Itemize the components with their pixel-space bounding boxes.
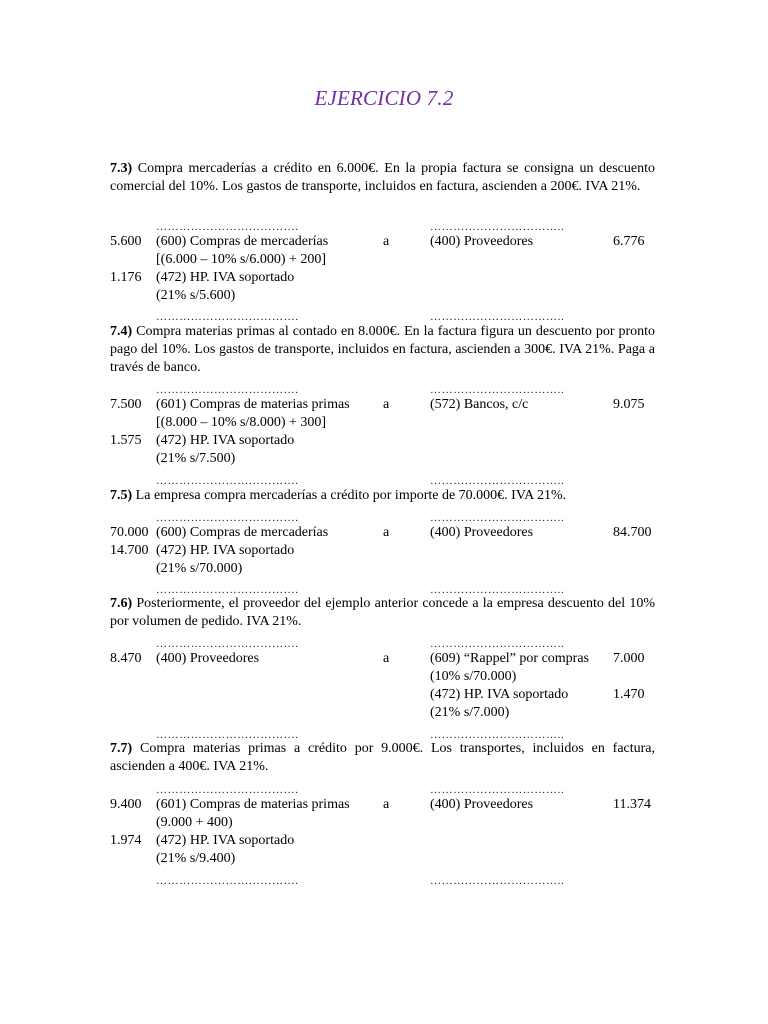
journal-credit: (400) Proveedores: [430, 797, 534, 812]
journal-credit-amount: 7.000: [613, 651, 645, 666]
journal-sep: a: [383, 234, 390, 249]
entry-separator-left: ……………………………….: [156, 784, 299, 796]
journal-account: (21% s/9.400): [156, 851, 236, 866]
journal-credit-amount: 11.374: [613, 797, 651, 812]
journal-sep: a: [383, 651, 390, 666]
entry-separator-left: ……………………………….: [156, 475, 299, 487]
exercise-number: 7.5): [110, 488, 133, 503]
journal-account: (21% s/7.500): [156, 451, 236, 466]
entry-separator-right: ……………………………..: [430, 311, 565, 323]
entry-separator-right: ……………………………..: [430, 638, 565, 650]
exercise-statement: [110, 323, 655, 377]
entry-separator-left: ……………………………….: [156, 384, 299, 396]
entry-separator-left: ……………………………….: [156, 638, 299, 650]
journal-account: (601) Compras de materias primas: [156, 397, 350, 412]
entry-separator-left: ……………………………….: [156, 875, 299, 887]
journal-account: (472) HP. IVA soportado: [156, 543, 295, 558]
entry-separator-right: ……………………………..: [430, 584, 565, 596]
journal-amount: 5.600: [110, 234, 142, 249]
journal-credit-amount: 84.700: [613, 525, 652, 540]
journal-account: [(8.000 – 10% s/8.000) + 300]: [156, 415, 327, 430]
journal-account: (600) Compras de mercaderías: [156, 525, 329, 540]
journal-amount: 8.470: [110, 651, 142, 666]
exercise-statement: [110, 487, 655, 505]
page-title: EJERCICIO 7.2: [314, 86, 454, 110]
entry-separator-right: ……………………………..: [430, 512, 565, 524]
entry-separator-left: ……………………………….: [156, 512, 299, 524]
exercise-text: Posteriormente, el proveedor del ejemplo anterior concede a la empresa descuento del 10% por volumen de pedido. IVA 21%.: [110, 596, 656, 629]
journal-amount: 70.000: [110, 525, 149, 540]
entry-separator-left: ……………………………….: [156, 729, 299, 741]
exercise-text: La empresa compra mercaderías a crédito por importe de 70.000€. IVA 21%.: [135, 488, 567, 503]
journal-credit: (609) “Rappel” por compras: [430, 651, 589, 666]
journal-account: (9.000 + 400): [156, 815, 233, 830]
journal-amount: 1.974: [110, 833, 142, 848]
exercise-text: Compra materias primas al contado en 8.000€. En la factura figura un descuento por pronto pago del 10%. Los gastos de transporte, incluidos en factura, ascienden a 300€. IVA 21%. Paga a través de banco.: [110, 324, 655, 375]
entry-separator-left: ……………………………….: [156, 221, 299, 233]
exercise-number: 7.4): [110, 324, 133, 339]
journal-account: (601) Compras de materias primas: [156, 797, 350, 812]
exercise-statement: [110, 595, 655, 631]
journal-credit-amount: 9.075: [613, 397, 645, 412]
journal-account: (21% s/70.000): [156, 561, 243, 576]
journal-account: (21% s/5.600): [156, 288, 236, 303]
entry-separator-right: ……………………………..: [430, 475, 565, 487]
journal-sep: a: [383, 397, 390, 412]
journal-sep: a: [383, 525, 390, 540]
entry-separator-right: ……………………………..: [430, 384, 565, 396]
entry-separator-left: ……………………………….: [156, 584, 299, 596]
journal-credit: (400) Proveedores: [430, 234, 534, 249]
journal-account: [(6.000 – 10% s/6.000) + 200]: [156, 252, 327, 267]
exercise-number: 7.6): [110, 596, 133, 611]
journal-account: (472) HP. IVA soportado: [156, 833, 295, 848]
journal-amount: 1.575: [110, 433, 142, 448]
entry-separator-left: ……………………………….: [156, 311, 299, 323]
journal-credit: (572) Bancos, c/c: [430, 397, 529, 412]
exercise-statement: [110, 740, 655, 776]
journal-sep: a: [383, 797, 390, 812]
entry-separator-right: ……………………………..: [430, 875, 565, 887]
exercise-text: Compra mercaderías a crédito en 6.000€. En la propia factura se consigna un descuento comercial del 10%. Los gastos de transporte, incluidos en factura, ascienden a 200€. IVA 21%.: [110, 161, 656, 194]
journal-amount: 14.700: [110, 543, 149, 558]
journal-account: (472) HP. IVA soportado: [156, 433, 295, 448]
journal-account: (600) Compras de mercaderías: [156, 234, 329, 249]
journal-credit: (400) Proveedores: [430, 525, 534, 540]
entry-separator-right: ……………………………..: [430, 784, 565, 796]
journal-credit-amount: 6.776: [613, 234, 645, 249]
journal-credit: (10% s/70.000): [430, 669, 517, 684]
entry-separator-right: ……………………………..: [430, 729, 565, 741]
journal-amount: 9.400: [110, 797, 142, 812]
journal-account: (472) HP. IVA soportado: [156, 270, 295, 285]
journal-credit: (472) HP. IVA soportado: [430, 687, 569, 702]
journal-amount: 1.176: [110, 270, 142, 285]
journal-credit-amount: 1.470: [613, 687, 645, 702]
entry-separator-right: ……………………………..: [430, 221, 565, 233]
exercise-number: 7.3): [110, 161, 133, 176]
journal-credit: (21% s/7.000): [430, 705, 510, 720]
journal-account: (400) Proveedores: [156, 651, 260, 666]
exercise-statement: [110, 160, 655, 196]
journal-amount: 7.500: [110, 397, 142, 412]
exercise-number: 7.7): [110, 741, 133, 756]
exercise-text: Compra materias primas a crédito por 9.000€. Los transportes, incluidos en factura, ascienden a 400€. IVA 21%.: [110, 741, 656, 774]
